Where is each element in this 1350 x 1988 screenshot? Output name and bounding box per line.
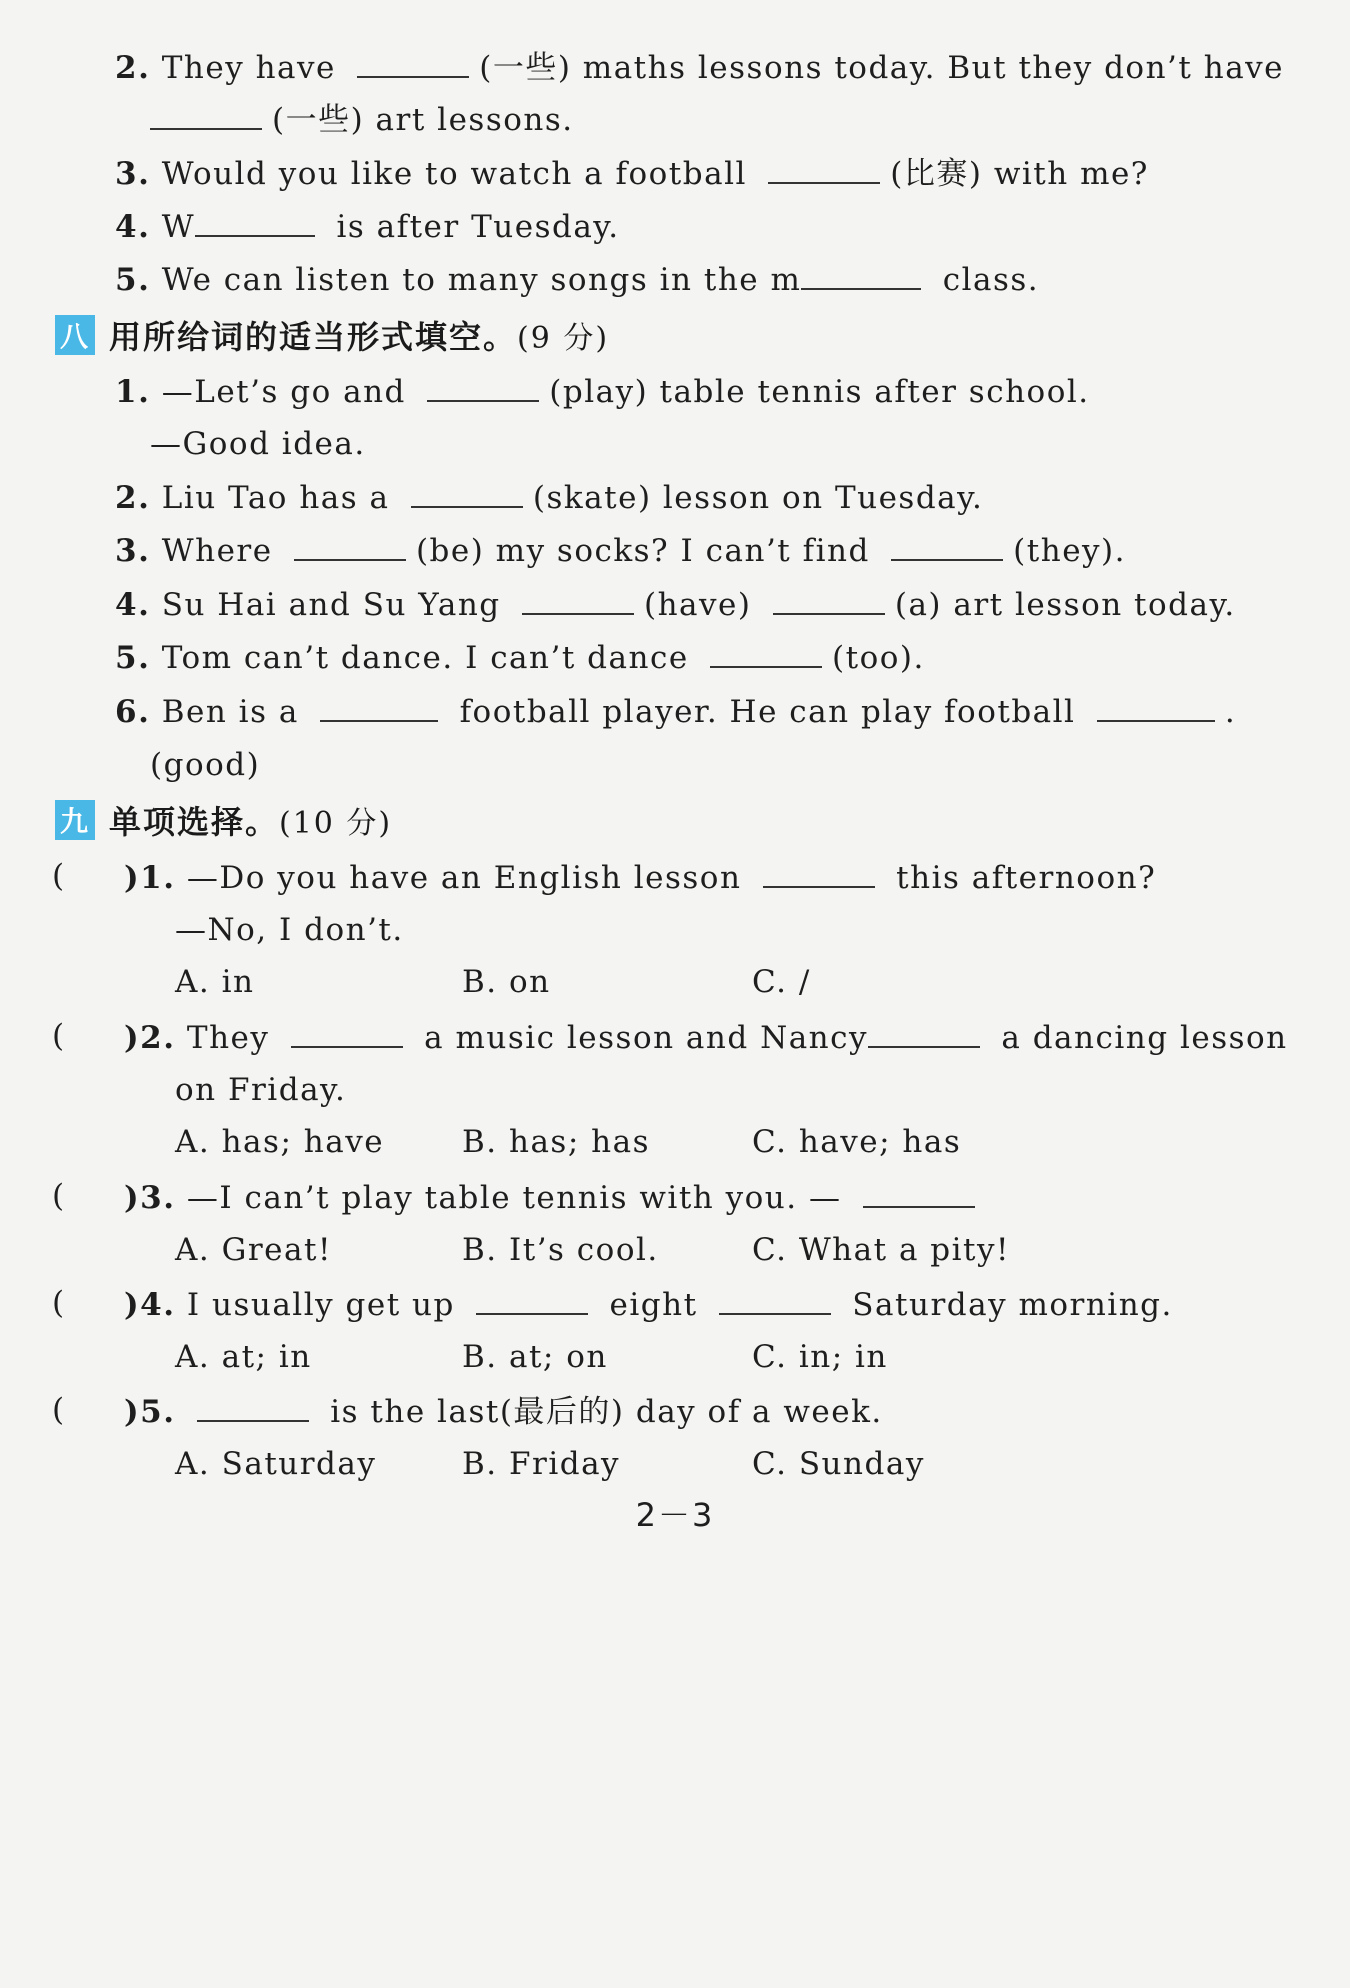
s8-q3-text-b: (be) my socks? I can’t find [415, 533, 870, 569]
s8-q4-text-c: (a) art lesson today. [894, 587, 1236, 623]
s9-q1-text-c: —No, I don’t. [175, 912, 404, 948]
answer-blank[interactable] [150, 124, 262, 130]
s8-question-1-reply [150, 424, 366, 464]
s7-q2-text-c: (一些) art lessons. [272, 102, 574, 138]
s8-question-1 [115, 372, 1090, 412]
s8-q5-text-b: (too). [832, 640, 925, 676]
section-8-badge: 八 [55, 315, 95, 355]
s9-question-2-cont [175, 1070, 346, 1110]
answer-blank[interactable] [868, 1042, 980, 1048]
answer-blank[interactable] [891, 555, 1003, 561]
answer-paren-1[interactable]: ( [52, 858, 65, 894]
s7-question-2 [115, 48, 1284, 88]
s8-q2-text-b: (skate) lesson on Tuesday. [532, 480, 984, 516]
answer-paren-4[interactable]: ( [52, 1285, 65, 1321]
s8-question-3 [115, 531, 1126, 571]
answer-blank[interactable] [357, 72, 469, 78]
s8-q5-text-a: Tom can’t dance. I can’t dance [161, 640, 689, 676]
page-number: 2－3 [635, 1496, 715, 1534]
s9-q2-text-d: on Friday. [175, 1072, 347, 1108]
s9-question-1 [124, 858, 1156, 898]
s8-q4-text-a: Su Hai and Su Yang [161, 587, 501, 623]
s7-q3-text-a: Would you like to watch a football [161, 156, 747, 192]
s7-q4-text-a: W [161, 209, 196, 245]
section-9-heading [55, 797, 392, 843]
s8-question-6 [115, 692, 1236, 732]
s8-q6-text-b: football player. He can play football [459, 694, 1076, 730]
s7-question-4 [115, 207, 620, 247]
answer-blank[interactable] [294, 555, 406, 561]
s9-q4-text-b: eight [609, 1287, 698, 1323]
s7-q5-text-a: We can listen to many songs in the m [161, 262, 802, 298]
s9-q5-option-a[interactable]: A. Saturday [175, 1446, 377, 1482]
s8-question-5 [115, 638, 925, 678]
s7-question-5 [115, 260, 1039, 300]
answer-paren-3[interactable]: ( [52, 1178, 65, 1214]
s7-question-3 [115, 154, 1149, 194]
s8-q6-number: 6. [115, 694, 151, 730]
s9-q5-option-b[interactable]: B. Friday [462, 1446, 621, 1482]
s9-q2-option-b[interactable]: B. has; has [462, 1124, 650, 1160]
s8-question-4 [115, 585, 1236, 625]
s7-question-2-cont [150, 100, 574, 140]
answer-blank[interactable] [710, 662, 822, 668]
s9-q3-text-a: —I can’t play table tennis with you. — [186, 1180, 842, 1216]
s9-q2-option-a[interactable]: A. has; have [175, 1124, 385, 1160]
s8-q3-text-a: Where [161, 533, 273, 569]
s7-q5-number: 5. [115, 262, 151, 298]
section-9-title: 单项选择。 [109, 803, 280, 841]
answer-blank[interactable] [768, 178, 880, 184]
answer-blank[interactable] [863, 1202, 975, 1208]
s9-q1-number: )1. [124, 860, 176, 896]
s9-q2-number: )2. [124, 1020, 176, 1056]
s8-q2-text-a: Liu Tao has a [161, 480, 390, 516]
s8-q1-text-a: —Let’s go and [161, 374, 406, 410]
answer-paren-2[interactable]: ( [52, 1018, 65, 1054]
s9-q4-text-a: I usually get up [186, 1287, 455, 1323]
s8-q6-text-d: (good) [150, 747, 261, 783]
s9-q3-option-a[interactable]: A. Great! [175, 1232, 332, 1268]
s9-q2-option-c[interactable]: C. have; has [752, 1124, 962, 1160]
s7-q4-number: 4. [115, 209, 151, 245]
answer-blank[interactable] [801, 284, 921, 290]
section-8-title: 用所给词的适当形式填空。 [109, 318, 518, 356]
s9-q4-text-c: Saturday morning. [852, 1287, 1173, 1323]
answer-paren-5[interactable]: ( [52, 1392, 65, 1428]
s9-q1-text-a: —Do you have an English lesson [186, 860, 742, 896]
s9-q1-option-b[interactable]: B. on [462, 964, 551, 1000]
s9-q3-option-b[interactable]: B. It’s cool. [462, 1232, 659, 1268]
s7-q3-number: 3. [115, 156, 151, 192]
s8-q3-number: 3. [115, 533, 151, 569]
s9-q4-option-b[interactable]: B. at; on [462, 1339, 608, 1375]
s9-q5-text-a: is the last(最后的) day of a week. [330, 1394, 883, 1430]
s7-q4-text-b: is after Tuesday. [336, 209, 620, 245]
s8-q4-text-b: (have) [644, 587, 752, 623]
s7-q2-text-b: (一些) maths lessons today. But they don’t have [479, 50, 1285, 86]
section-9-badge: 九 [55, 800, 95, 840]
answer-blank[interactable] [195, 231, 315, 237]
s9-question-5 [124, 1392, 883, 1432]
answer-blank[interactable] [763, 882, 875, 888]
s7-q3-text-b: (比赛) with me? [890, 156, 1149, 192]
s8-q1-text-b: (play) table tennis after school. [549, 374, 1090, 410]
answer-blank[interactable] [197, 1416, 309, 1422]
s8-q4-number: 4. [115, 587, 151, 623]
s8-q6-text-c: . [1224, 694, 1237, 730]
s7-q5-text-b: class. [942, 262, 1040, 298]
s9-q4-number: )4. [124, 1287, 176, 1323]
answer-blank[interactable] [476, 1309, 588, 1315]
s9-question-3 [124, 1178, 985, 1218]
s9-q3-option-c[interactable]: C. What a pity! [752, 1232, 1010, 1268]
s8-q2-number: 2. [115, 480, 151, 516]
s9-q5-option-c[interactable]: C. Sunday [752, 1446, 925, 1482]
s7-q2-text-a: They have [161, 50, 336, 86]
s8-question-2 [115, 478, 983, 518]
s9-q3-number: )3. [124, 1180, 176, 1216]
s9-q1-text-b: this afternoon? [896, 860, 1157, 896]
answer-blank[interactable] [291, 1042, 403, 1048]
answer-blank[interactable] [1097, 716, 1215, 722]
s9-q4-option-c[interactable]: C. in; in [752, 1339, 888, 1375]
answer-blank[interactable] [320, 716, 438, 722]
s8-q5-number: 5. [115, 640, 151, 676]
answer-blank[interactable] [522, 609, 634, 615]
s9-q1-option-a[interactable]: A. in [175, 964, 255, 1000]
s9-q2-text-b: a music lesson and Nancy [424, 1020, 869, 1056]
s9-q2-text-c: a dancing lesson [1001, 1020, 1288, 1056]
section-9-score: (10 分) [279, 806, 393, 841]
s9-question-1-reply [175, 910, 404, 950]
section-8-score: (9 分) [517, 321, 610, 356]
s7-q2-number: 2. [115, 50, 151, 86]
s8-question-6-hint [150, 745, 260, 785]
s9-question-2 [124, 1018, 1288, 1058]
s8-q1-text-c: —Good idea. [150, 426, 366, 462]
s9-q2-text-a: They [186, 1020, 270, 1056]
answer-blank[interactable] [411, 502, 523, 508]
s9-q4-option-a[interactable]: A. at; in [175, 1339, 312, 1375]
answer-blank[interactable] [773, 609, 885, 615]
answer-blank[interactable] [427, 396, 539, 402]
s8-q3-text-c: (they). [1013, 533, 1126, 569]
s9-question-4 [124, 1285, 1173, 1325]
s9-q5-number: )5. [124, 1394, 176, 1430]
s8-q6-text-a: Ben is a [161, 694, 299, 730]
s9-q1-option-c[interactable]: C. / [752, 964, 811, 1000]
answer-blank[interactable] [719, 1309, 831, 1315]
section-8-heading [55, 312, 609, 358]
s8-q1-number: 1. [115, 374, 151, 410]
